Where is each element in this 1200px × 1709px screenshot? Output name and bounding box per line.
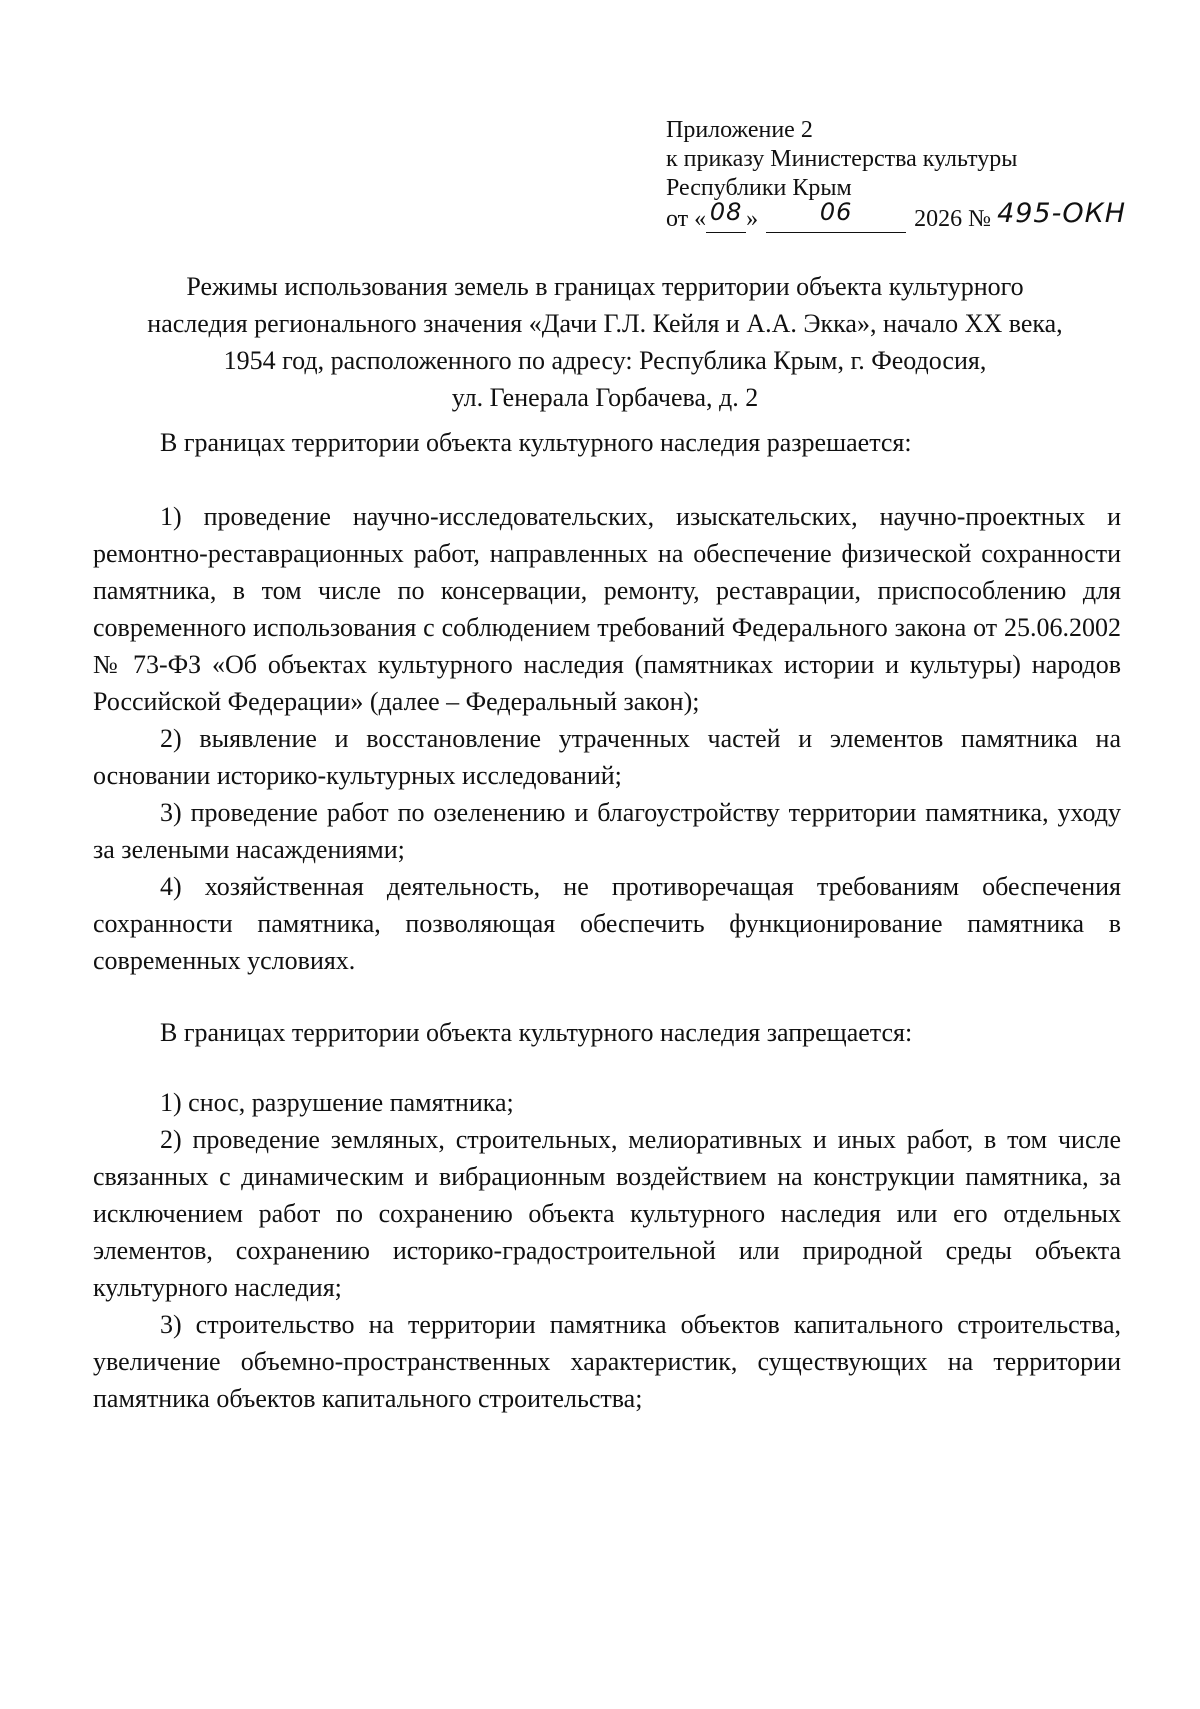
prohibited-list: [93, 1084, 1121, 1417]
title-line-3: 1954 год, расположенного по адресу: Республика Крым, г. Феодосия,: [223, 346, 987, 375]
prohibited-item: 2) проведение земляных, строительных, мелиоративных и иных работ, в том числе связанных с динамическим и вибрационным воздействием на конструкции памятника, за исключением работ по сохранению объекта культурного наследия или его отдельных элементов, сохранению историко-градостроительной или природной среды объекта культурного наследия;: [93, 1125, 1121, 1302]
date-from-label: от «: [666, 206, 707, 232]
annex-order-ref: к приказу Министерства культуры: [666, 146, 1018, 172]
prohibited-heading: В границах территории объекта культурного наследия запрещается:: [160, 1018, 913, 1047]
allowed-heading: В границах территории объекта культурного наследия разрешается:: [160, 428, 912, 457]
annex-date-line: [666, 198, 1146, 234]
allowed-list: [93, 498, 1121, 979]
title-line-4: ул. Генерала Горбачева, д. 2: [451, 383, 759, 412]
date-day-close: »: [746, 206, 759, 232]
date-year-and-number-label: 2026 №: [914, 206, 992, 232]
date-day-handwritten: 08: [709, 198, 743, 226]
allowed-item: 1) проведение научно-исследовательских, изыскательских, научно-проектных и ремонтно-реставрационных работ, направленных на обеспечение физической сохранности памятника, в том числе по консервации, ремонту, реставрации, приспособлению для современного использования с соблюдением требований Федерального закона от 25.06.2002 № 73-ФЗ «Об объектах культурного наследия (памятниках истории и культуры) народов Российской Федерации» (далее – Федеральный закон);: [93, 502, 1121, 716]
document-title: [80, 268, 1130, 416]
annex-title: Приложение 2: [666, 117, 813, 143]
title-line-1: Режимы использования земель в границах территории объекта культурного: [186, 272, 1024, 301]
prohibited-item: 3) строительство на территории памятника объектов капитального строительства, увеличение объемно-пространственных характеристик, существующих на территории памятника объектов капитального строительства;: [93, 1310, 1121, 1413]
title-line-2: наследия регионального значения «Дачи Г.Л. Кейля и А.А. Экка», начало XX века,: [147, 309, 1063, 338]
order-number-handwritten: 495-ОКН: [997, 198, 1127, 229]
annex-republic: Республики Крым: [666, 175, 852, 201]
date-month-handwritten: 06: [819, 198, 853, 226]
annex-header: [666, 116, 1146, 234]
date-month-field: [766, 198, 906, 233]
allowed-item: 4) хозяйственная деятельность, не противоречащая требованиям обеспечения сохранности памятника, позволяющая обеспечить функционирование памятника в современных условиях.: [93, 872, 1121, 975]
allowed-item: 3) проведение работ по озеленению и благоустройству территории памятника, уходу за зелеными насаждениями;: [93, 798, 1121, 864]
date-day-field: [706, 198, 746, 233]
prohibited-item: 1) снос, разрушение памятника;: [160, 1088, 514, 1117]
allowed-item: 2) выявление и восстановление утраченных частей и элементов памятника на основании историко-культурных исследований;: [93, 724, 1121, 790]
